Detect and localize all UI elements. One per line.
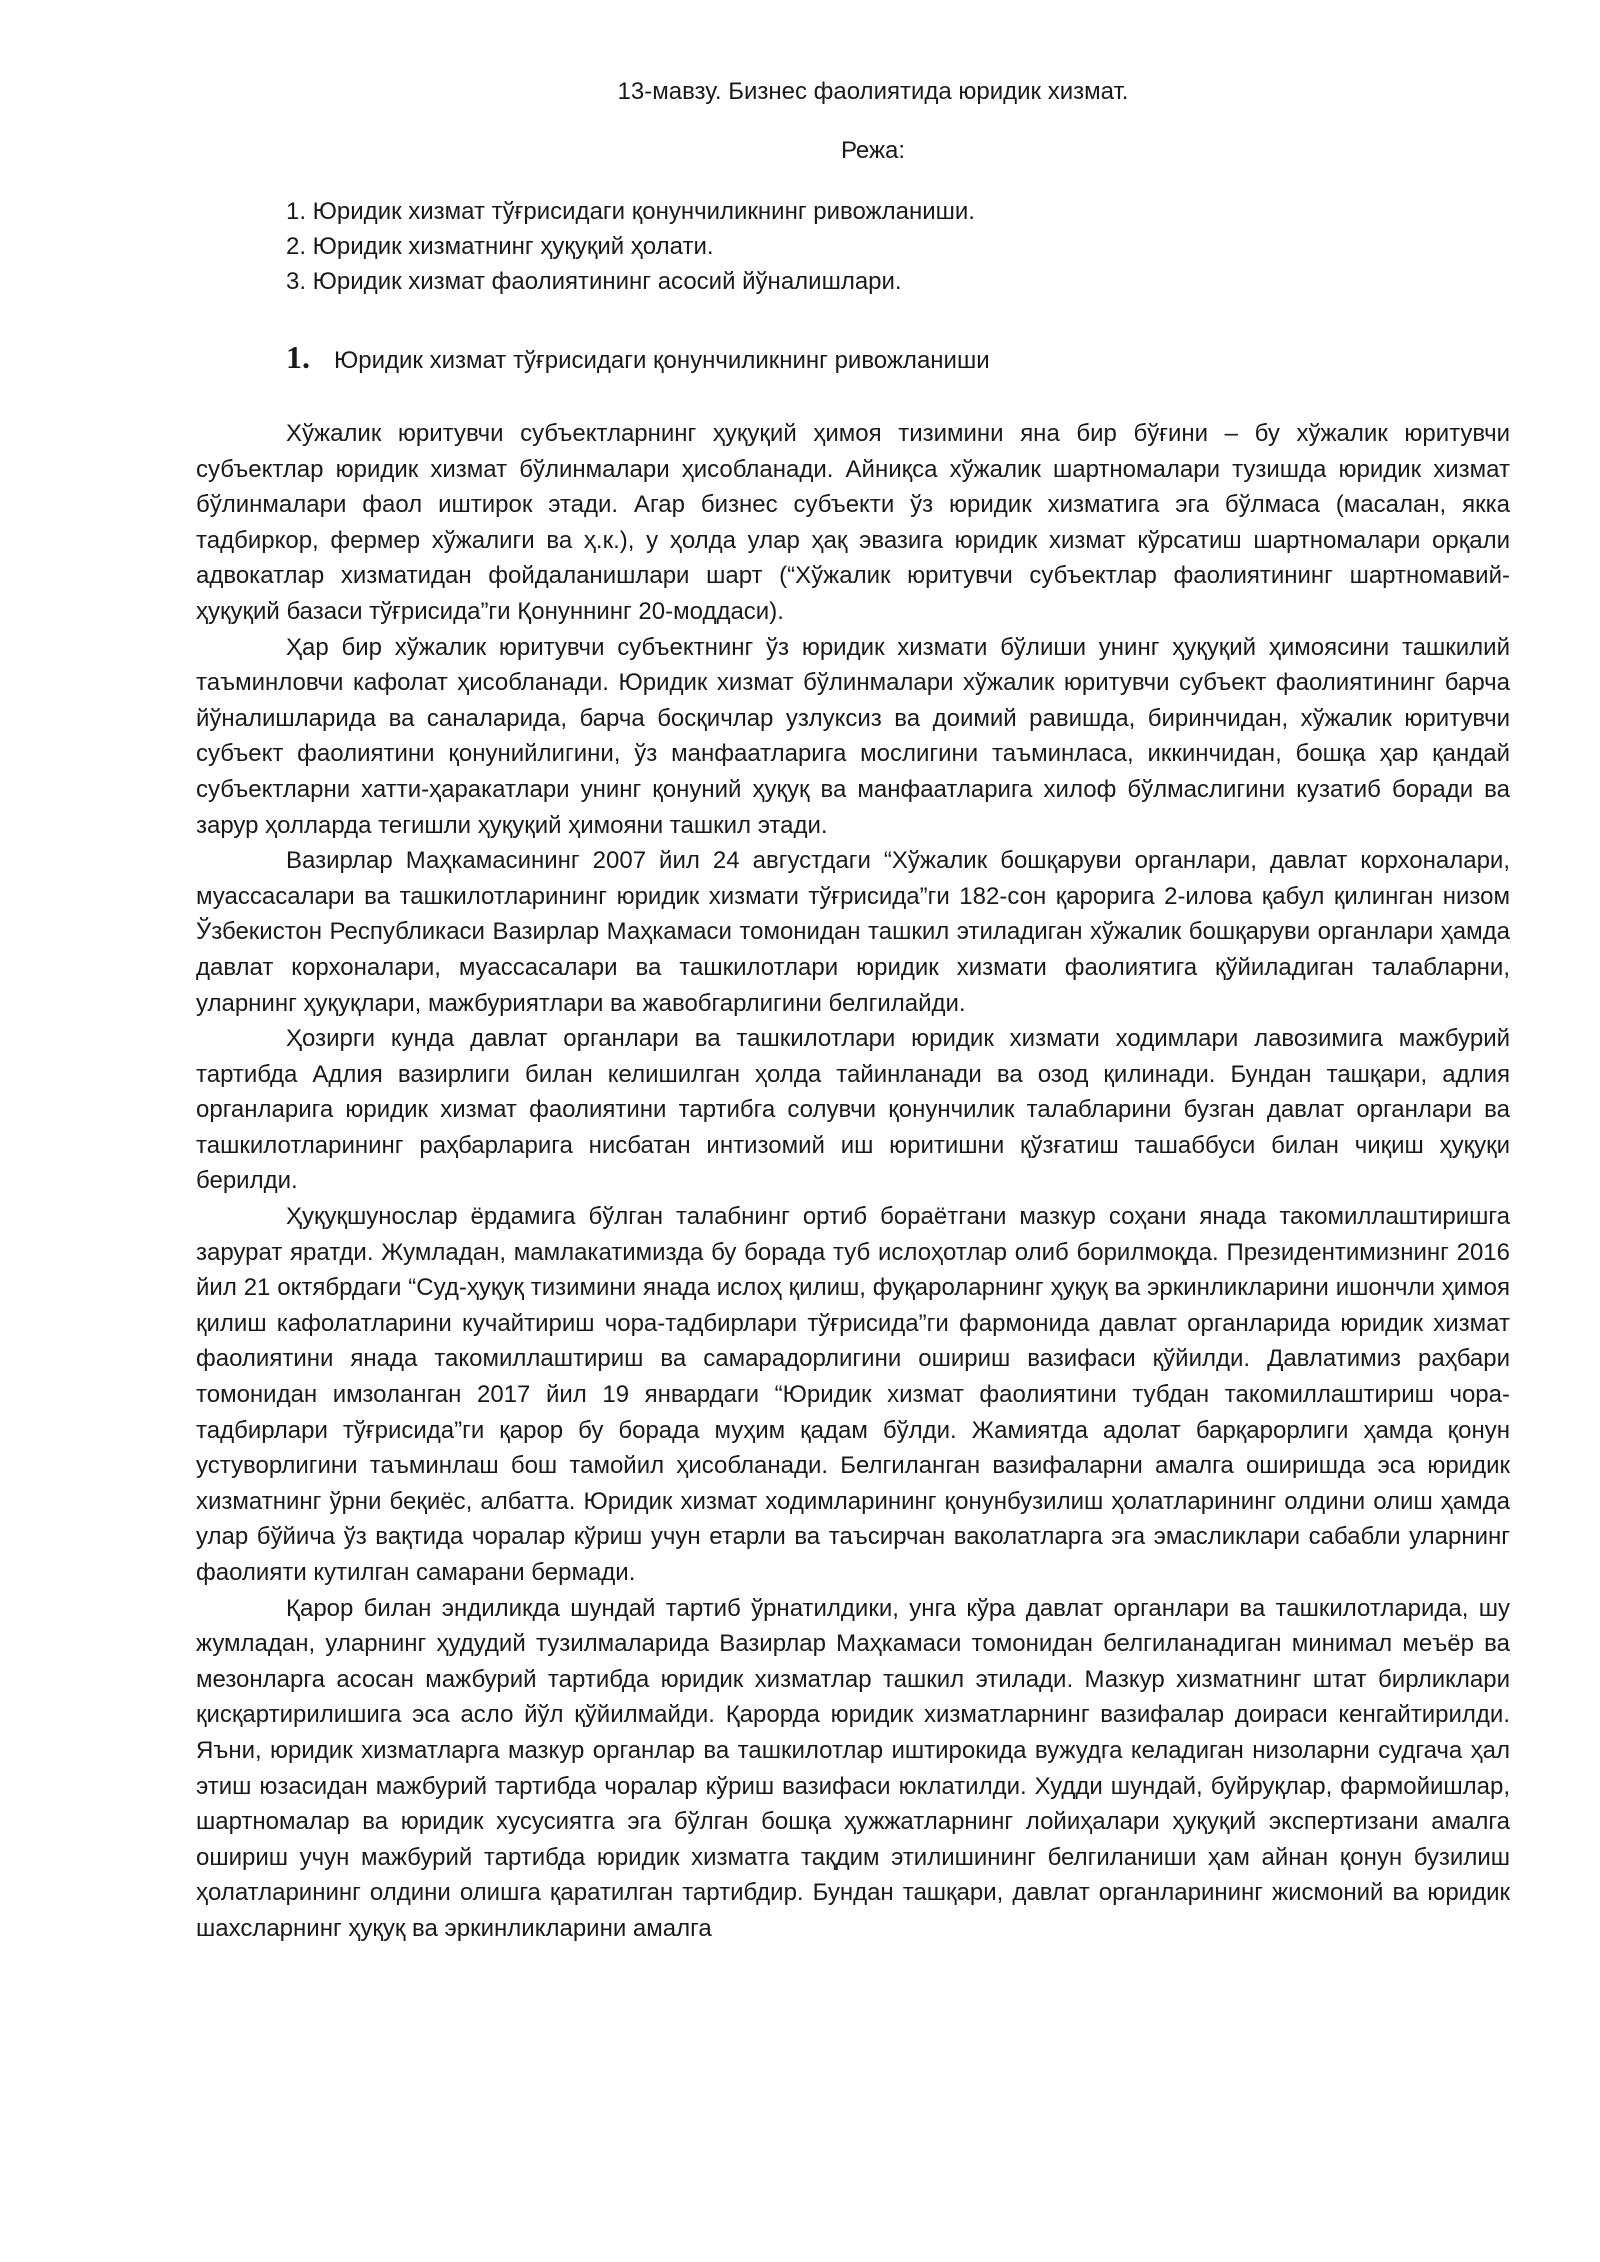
- plan-item: 1. Юридик хизмат тўғрисидаги қонунчиликнинг ривожланиши.: [286, 198, 975, 225]
- paragraph: Ҳозирги кунда давлат органлари ва ташкилотлари юридик хизмати ходимлари лавозимига мажбурий тартибда Адлия вазирлиги билан келишилган ҳолда тайинланади ва озод қилинади. Бундан ташқари, адлия органларига юридик хизмат фаолиятини тартибга солувчи қонунчилик талабларини бузган давлат органлари ва ташкилотларининг раҳбарларига нисбатан интизомий иш юритишни қўзғатиш ташаббуси билан чиқиш ҳуқуқи берилди.: [196, 1025, 1510, 1195]
- paragraph: Ҳуқуқшунослар ёрдамига бўлган талабнинг ортиб бораётгани мазкур соҳани янада такомиллаштиришга зарурат яратди. Жумладан, мамлакатимизда бу борада туб ислоҳотлар олиб борилмоқда. Президентимизнинг 2016 йил 21 октябрдаги “Суд-ҳуқуқ тизимини янада ислоҳ қилиш, фуқароларнинг ҳуқуқ ва эркинликларини ишончли ҳимоя қилиш кафолатларини кучайтириш чора-тадбирлари тўғрисида”ги фармонида давлат органларида юридик хизмат фаолиятини янада такомиллаштириш ва самарадорлигини ошириш вазифаси қўйилди. Давлатимиз раҳбари томонидан имзоланган 2017 йил 19 январдаги “Юридик хизмат фаолиятини тубдан такомиллаштириш чора-тадбирлари тўғрисида”ги қарор бу борада муҳим қадам бўлди. Жамиятда адолат барқарорлиги ҳамда қонун устуворлигини таъминлаш бош тамойил ҳисобланади. Белгиланган вазифаларни амалга оширишда эса юридик хизматнинг ўрни беқиёс, албатта. Юридик хизмат ходимларининг қонунбузилиш ҳолатларининг олдини олиш ҳамда улар бўйича ўз вақтида чоралар кўриш учун етарли ва таъсирчан ваколатларга эга эмасликлари сабабли уларнинг фаолияти кутилган самарани бермади.: [196, 1203, 1510, 1586]
- paragraph: Хўжалик юритувчи субъектларнинг ҳуқуқий ҳимоя тизимини яна бир бўғини – бу хўжалик юритувчи субъектлар юридик хизмат бўлинмалари ҳисобланади. Айниқса хўжалик шартномалари тузишда юридик хизмат бўлинмалари фаол иштирок этади. Агар бизнес субъекти ўз юридик хизматига эга бўлмаса (масалан, якка тадбиркор, фермер хўжалиги ва ҳ.к.), у ҳолда улар ҳақ эвазига юридик хизмат кўрсатиш шартномалари орқали адвокатлар хизматидан фойдаланишлари шарт (“Хўжалик юритувчи субъектлар фаолиятининг шартномавий-ҳуқуқий базаси тўғрисида”ги Қонуннинг 20-моддаси).: [196, 420, 1510, 625]
- section-number: 1.: [286, 339, 310, 375]
- paragraph: Қарор билан эндиликда шундай тартиб ўрнатилдики, унга кўра давлат органлари ва ташкилотларида, шу жумладан, уларнинг ҳудудий тузилмаларида Вазирлар Маҳкамаси томонидан белгиланадиган минимал меъёр ва мезонларга асосан мажбурий тартибда юридик хизматлар ташкил этилади. Мазкур хизматнинг штат бирликлари қисқартирилишига эса асло йўл қўйилмайди. Қарорда юридик хизматларнинг вазифалар доираси кенгайтирилди. Яъни, юридик хизматларга мазкур органлар ва ташкилотлар иштирокида вужудга келадиган низоларни судгача ҳал этиш юзасидан мажбурий тартибда чоралар кўриш вазифаси юклатилди. Худди шундай, буйруқлар, фармойишлар, шартномалар ва юридик хусусиятга эга бўлган бошқа ҳужжатларнинг лойиҳалари ҳуқуқий экспертизани амалга ошириш учун мажбурий тартибда юридик хизматга тақдим этилишининг белгиланиши ҳам айнан қонун бузилиш ҳолатларининг олдини олишга қаратилган тартибдир. Бундан ташқари, давлат органларининг жисмоний ва юридик шахсларнинг ҳуқуқ ва эркинликларини амалга: [196, 1594, 1510, 1942]
- section-heading: [286, 339, 1510, 376]
- plan-item: 2. Юридик хизматнинг ҳуқуқий ҳолати.: [286, 233, 714, 260]
- plan-list: [196, 194, 1510, 299]
- plan-item: 3. Юридик хизмат фаолиятининг асосий йўналишлари.: [286, 268, 902, 295]
- section-heading-text: Юридик хизмат тўғрисидаги қонунчиликнинг ривожланиши: [334, 347, 990, 374]
- plan-title: Режа:: [840, 137, 906, 164]
- topic-title: 13-мавзу. Бизнес фаолиятида юридик хизмат.: [617, 78, 1129, 105]
- paragraph: Ҳар бир хўжалик юритувчи субъектнинг ўз юридик хизмати бўлиши унинг ҳуқуқий ҳимоясини ташкилий таъминловчи кафолат ҳисобланади. Юридик хизмат бўлинмалари хўжалик юритувчи субъект фаолиятининг барча йўналишларида ва саналарида, барча босқичлар узлуксиз ва доимий равишда, биринчидан, хўжалик юритувчи субъект фаолиятини қонунийлигини, ўз манфаатларига мослигини таъминласа, иккинчидан, бошқа ҳар қандай субъектларни хатти-ҳаракатлари унинг қонуний ҳуқуқ ва манфаатларига хилоф бўлмаслигини кузатиб боради ва зарур ҳолларда тегишли ҳуқуқий ҳимояни ташкил этади.: [196, 633, 1510, 839]
- paragraph: Вазирлар Маҳкамасининг 2007 йил 24 августдаги “Хўжалик бошқаруви органлари, давлат корхоналари, муассасалари ва ташкилотларининг юридик хизмати тўғрисида”ги 182-сон қарорига 2-илова қабул қилинган низом Ўзбекистон Республикаси Вазирлар Маҳкамаси томонидан ташкил этиладиган хўжалик бошқаруви органлари ҳамда давлат корхоналари, муассасалари ва ташкилотлари юридик хизмати фаолиятига қўйиладиган талабларни, уларнинг ҳуқуқлари, мажбуриятлари ва жавобгарлигини белгилайди.: [196, 847, 1510, 1017]
- body-text: [196, 416, 1510, 1947]
